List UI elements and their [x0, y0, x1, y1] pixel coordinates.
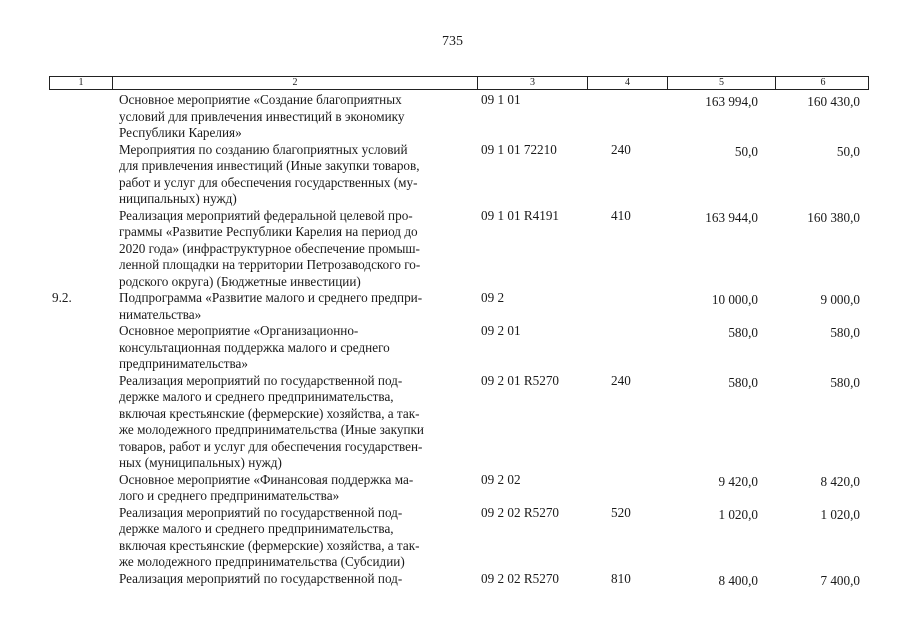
row-code: 09 1 01 R4191 — [481, 207, 560, 223]
row-name-line: предпринимательства» — [119, 356, 248, 371]
header-col-1: 1 — [50, 77, 113, 89]
row-name-line: Мероприятия по созданию благоприятных условий — [119, 141, 408, 157]
row-expense-type: 410 — [611, 207, 631, 223]
row-name-line: лого и среднего предпринимательства» — [119, 488, 340, 503]
row-name-line: товаров, работ и услуг для обеспечения государствен- — [119, 438, 423, 454]
row-value-col6: 580,0 — [830, 374, 860, 390]
row-value-col5: 9 420,0 — [718, 473, 758, 489]
row-value-col6: 160 430,0 — [807, 94, 860, 109]
row-name — [119, 323, 390, 373]
row-name-line: Реализация мероприятий по государственной под- — [119, 570, 403, 586]
row-value-col5: 580,0 — [728, 325, 758, 340]
table-row — [0, 92, 905, 142]
table-row — [0, 208, 905, 291]
row-name-line: же молодежного предпринимательства (Иные закупки — [119, 422, 424, 437]
row-name-line: ленной площадки на территории Петрозаводского го- — [119, 257, 421, 272]
header-col-2: 2 — [113, 77, 478, 89]
row-name-line: Основное мероприятие «Организационно- — [119, 323, 359, 338]
table-row — [0, 373, 905, 472]
row-name-line: включая крестьянские (фермерские) хозяйства, а так- — [119, 537, 420, 553]
row-value-col6: 160 380,0 — [807, 209, 860, 225]
table-row — [0, 142, 905, 208]
row-name — [119, 142, 420, 208]
row-name-line: работ и услуг для обеспечения государственных (му- — [119, 174, 418, 190]
row-name-line: держке малого и среднего предпринимательства, — [119, 389, 394, 404]
row-name — [119, 571, 402, 588]
row-number: 9.2. — [52, 290, 72, 305]
page-number: 735 — [442, 34, 463, 49]
row-name-line: Реализация мероприятий по государственной под- — [119, 372, 403, 388]
row-code: 09 2 — [481, 290, 505, 305]
row-value-col5: 1 020,0 — [718, 506, 758, 522]
row-value-col6: 8 420,0 — [820, 473, 860, 489]
table-row — [0, 472, 905, 505]
table-row — [0, 571, 905, 588]
header-col-4: 4 — [588, 77, 668, 89]
header-col-6: 6 — [820, 77, 826, 88]
row-value-col5: 163 994,0 — [705, 94, 758, 109]
row-name — [119, 290, 422, 323]
row-name — [119, 373, 424, 472]
row-name-line: ниципальных) нужд) — [119, 191, 237, 206]
row-name-line: условий для привлечения инвестиций в экономику — [119, 108, 405, 124]
row-name-line: 2020 года» (инфраструктурное обеспечение промыш- — [119, 240, 420, 256]
row-name-line: для привлечения инвестиций (Иные закупки товаров, — [119, 158, 420, 173]
row-name-line: Республики Карелия» — [119, 125, 242, 140]
row-value-col5: 163 944,0 — [705, 209, 758, 225]
table-row — [0, 323, 905, 373]
row-name — [119, 92, 404, 142]
table-body — [0, 92, 905, 587]
row-name-line: Подпрограмма «Развитие малого и среднего предпри- — [119, 290, 423, 305]
row-value-col6: 50,0 — [836, 143, 860, 159]
row-name-line: консультационная поддержка малого и среднего — [119, 339, 390, 355]
row-value-col5: 10 000,0 — [711, 292, 758, 307]
row-value-col5: 580,0 — [728, 374, 758, 390]
header-col-5: 5 — [668, 77, 776, 89]
table-header-row — [49, 76, 869, 90]
row-expense-type: 240 — [611, 141, 631, 157]
row-name-line: Основное мероприятие «Создание благоприятных — [119, 92, 402, 107]
row-name — [119, 505, 420, 571]
row-value-col6: 580,0 — [830, 325, 860, 340]
table-row — [0, 290, 905, 323]
row-value-col6: 7 400,0 — [820, 572, 860, 588]
header-col-3: 3 — [478, 77, 588, 89]
row-expense-type: 240 — [611, 372, 631, 388]
row-code: 09 1 01 72210 — [481, 141, 557, 157]
row-name-line: включая крестьянские (фермерские) хозяйства, а так- — [119, 405, 420, 421]
row-name-line: граммы «Развитие Республики Карелия на период до — [119, 224, 418, 239]
row-code: 09 2 01 — [481, 323, 521, 338]
row-value-col6: 1 020,0 — [820, 506, 860, 522]
row-code: 09 2 02 R5270 — [481, 570, 560, 586]
row-name-line: нимательства» — [119, 306, 202, 322]
row-name-line: Основное мероприятие «Финансовая поддержка ма- — [119, 471, 414, 487]
row-expense-type: 520 — [611, 504, 631, 520]
row-name-line: ных (муниципальных) нужд) — [119, 455, 282, 470]
row-value-col5: 50,0 — [734, 143, 758, 159]
row-name-line: держке малого и среднего предпринимательства, — [119, 521, 394, 536]
row-name-line: родского округа) (Бюджетные инвестиции) — [119, 273, 361, 289]
row-name — [119, 208, 420, 291]
row-name — [119, 472, 413, 505]
row-code: 09 2 02 R5270 — [481, 504, 560, 520]
row-code: 09 1 01 — [481, 92, 521, 107]
table-row — [0, 505, 905, 571]
row-expense-type: 810 — [611, 570, 631, 586]
row-value-col5: 8 400,0 — [718, 572, 758, 588]
row-name-line: же молодежного предпринимательства (Субсидии) — [119, 554, 405, 569]
row-value-col6: 9 000,0 — [820, 292, 860, 307]
row-code: 09 2 02 — [481, 471, 521, 487]
row-code: 09 2 01 R5270 — [481, 372, 560, 388]
row-name-line: Реализация мероприятий по государственной под- — [119, 504, 403, 520]
row-name-line: Реализация мероприятий федеральной целевой про- — [119, 207, 413, 223]
